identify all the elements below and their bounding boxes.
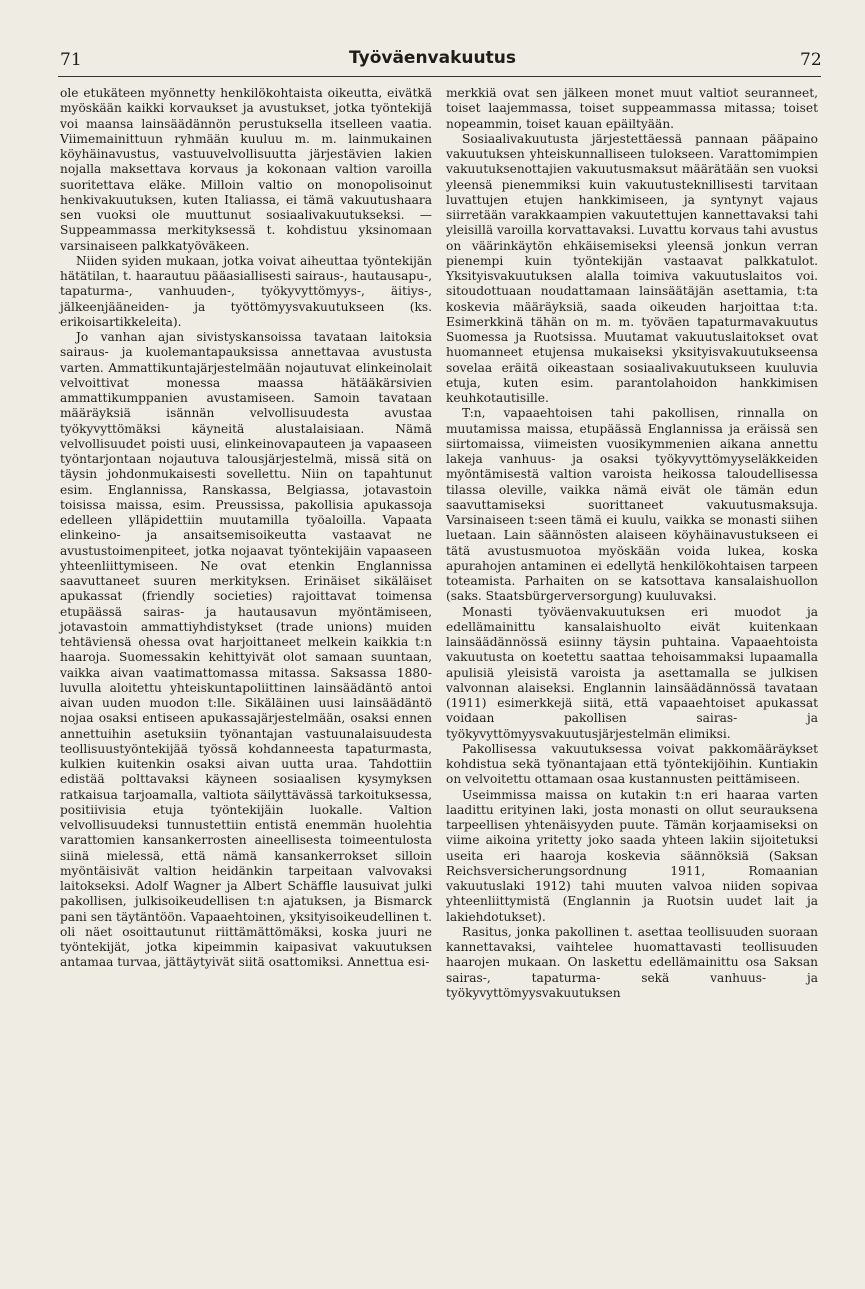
paragraph: Pakollisessa vakuutuksessa voivat pakkomääräykset kohdistua sekä työnantajaan että työntekijöihin. Kuntiakin on velvoitettu ottamaan osaa kustannusten peittämiseen. xyxy=(446,741,818,787)
page-header xyxy=(0,44,865,80)
paragraph: Useimmissa maissa on kutakin t:n eri haaraa varten laadittu erityinen laki, josta monasti on ollut seurauksena tarpeellisen yhtenäisyyden puute. Tämän korjaamiseksi on viime aikoina yritetty joko saada yhteen lakiin sijoitetuksi useita eri haaroja koskevia säännöksiä (Saksan Reichsversicherungsordnung 1911, Romaanian vakuutuslaki 1912) tahi muuten valvoa niiden sopivaa yhteenliittymistä (Englannin ja Ruotsin uudet lait ja lakiehdotukset). xyxy=(446,787,818,924)
paragraph: Jo vanhan ajan sivistyskansoissa tavataan laitoksia sairaus- ja kuolemantapauksissa annettavaa avustusta varten. Ammattikuntajärjestelmään nojautuvat elinkeinolait velvoittivat monessa maassa hätääkärsivien ammattikumppanien avustamiseen. Samoin tavataan määräyksiä isännän velvollisuudesta avustaa työkyvyttömäksi käyneitä alustalaisiaan. Nämä velvollisuudet poisti uusi, elinkeinovapauteen ja vapaaseen työntarjontaan nojautuva talousjärjestelmä, missä sitä on täysin johdonmukaisesti sovellettu. Niin on tapahtunut esim. Englannissa, Ranskassa, Belgiassa, jotavastoin toisissa maissa, esim. Preussissa, pakollisia apukassoja edelleen ylläpidettiin muutamilla työaloilla. Vapaata elinkeino- ja ansaitsemisoikeutta vastaavat ne avustustoimenpiteet, jotka nojaavat työntekijäin vapaaseen yhteenliittymiseen. Ne ovat etenkin Englannissa saavuttaneet suuren merkityksen. Erinäiset sikäläiset apukassat (friendly societies) rajoittavat toimensa etupäässä sairas- ja hautausavun myöntämiseen, jotavastoin ammattiyhdistykset (trade unions) muiden tehtäviensä ohessa ovat harjoittaneet melkein kaikkia t:n haaroja. Suomessakin kehittyivät olot samaan suuntaan, vaikka aivan vaatimattomassa mitassa. Saksassa 1880-luvulla aloitettu yhteiskuntapoliittinen lainsäädäntö antoi aivan uuden muodon t:lle. Sikäläinen uusi lainsäädäntö nojaa osaksi entiseen apukassajärjestelmään, osaksi ennen annettuihin asetuksiin työnantajan vastuunalaisuudesta teollisuustyöntekijää työssä kohdanneesta tapaturmasta, kulkien kuitenkin osaksi aivan uutta uraa. Tahdottiin edistää polttavaksi käyneen sosiaalisen kysymyksen ratkaisua tarjoamalla, valtiota säilyttävässä tarkoituksessa, positiivisia etuja työntekijäin luokalle. Valtion velvollisuudeksi tunnustettiin entistä enemmän huolehtia varattomien kansankerrosten aineellisesta toimeentulosta siinä mielessä, että nämä kansankerrokset silloin myöntäisivät valtion heidänkin tarpeitaan valvovaksi laitokseksi. Adolf Wagner ja Albert Schäffle lausuivat julki pakollisen, julkisoikeudellisen t:n ajatuksen, ja Bismarck pani sen täytäntöön. Vapaaehtoinen, yksityisoikeudellinen t. oli näet osoittautunut riittämättömäksi, koska juuri ne työntekijät, jotka kipeimmin kaipasivat vakuutuksen antamaa turvaa, jättäytyivät siitä osattomiksi. Annettua esi- xyxy=(60,330,432,970)
paragraph: merkkiä ovat sen jälkeen monet muut valtiot seuranneet, toiset laajemmassa, toiset suppeammassa mitassa; toiset nopeammin, toiset kauan epäiltyään. xyxy=(446,86,818,131)
paragraph: T:n, vapaaehtoisen tahi pakollisen, rinnalla on muutamissa maissa, etupäässä Englannissa ja eräissä sen siirtomaissa, viimeisten vuosikymmenien aikana annettu lakeja vanhuus- ja osaksi työkyvyttömyyseläkkeiden myöntämisestä valtion varoista heikossa taloudellisessa tilassa oleville, vaikka nämä eivät ole tämän edun saavuttamiseksi suorittaneet vakuutusmaksuja. Varsinaiseen t:seen tämä ei kuulu, vaikka se monasti siihen luetaan. Lain säännösten alaiseen köyhäinavustukseen ei tätä avustusmuotoa myöskään voida lukea, koska apurahojen antaminen ei edellytä henkilökohtaisen tarpeen toteamista. Parhaiten on se katsottava kansalaishuollon (saks. Staatsbürgerversorgung) kuuluvaksi. xyxy=(446,406,818,604)
header-rule xyxy=(58,76,821,77)
paragraph: ole etukäteen myönnetty henkilökohtaista oikeutta, eivätkä myöskään kaikki korvaukset ja avustukset, jotka työntekijä voi maansa lainsäädännön perustuksella itselleen vaatia. Viimemainittuun ryhmään kuuluu m. m. lainmukainen köyhäinavustus, vastuuvelvollisuutta järjestävien lakien nojalla maksettava korvaus ja kokonaan valtion varoilla suoritettava eläke. Milloin valtio on monopolisoinut henkivakuutuksen, kuten Italiassa, ei tämä vakuutushaara sen vuoksi ole muuttunut sosiaalivakuutukseksi. — Suppeammassa merkityksessä t. kohdistuu yksinomaan varsinaiseen palkkatyöväkeen. xyxy=(60,86,432,253)
right-column xyxy=(446,86,818,1001)
paragraph: Monasti työväenvakuutuksen eri muodot ja edellämainittu kansalaishuolto eivät kuitenkaan lainsäädännössä esiinny täysin puhtaina. Vapaaehtoista vakuutusta on koetettu saattaa tehoisammaksi lupaamalla apulisiä yleisistä varoista ja asettamalla se julkisen valvonnan alaiseksi. Englannin lainsäädännössä tavataan (1911) esimerkkejä siitä, että vapaaehtoiset apukassat voidaan pakollisen sairas- ja työkyvyttömyysvakuutusjärjestelmän elimiksi. xyxy=(446,604,818,741)
page-number-left: 71 xyxy=(60,50,82,70)
paragraph: Sosiaalivakuutusta järjestettäessä pannaan pääpaino vakuutuksen yhteiskunnalliseen tulokseen. Varattomimpien vakuutuksenottajien vakuutusmaksut määrätään sen vuoksi yleensä pienemmiksi kuin vakuutusteknillisesti tarvitaan luvattujen etujen hankkimiseen, ja syntynyt vajaus siirretään varakkaampien vakuutettujen kannettavaksi tahi yleisillä varoilla korvattavaksi. Luvattu korvaus tahi avustus on väärinkäytön ehkäisemiseksi yleensä jonkun verran pienempi kuin työntekijän vastaavat palkkatulot. Yksityisvakuutuksen alalla toimiva vakuutuslaitos voi. sitoudottuaan noudattamaan lainsäätäjän asettamia, t:ta koskevia määräyksiä, saada oikeuden harjoittaa t:ta. Esimerkkinä tähän on m. m. työväen tapaturmavakuutus Suomessa ja Ruotsissa. Muutamat vakuutuslaitokset ovat huomanneet etujensa mukaiseksi yksityisvakuutukseensa sovelaa eräitä oikeastaan sosiaalivakuutukseen kuuluvia etuja, kuten esim. parantolahoidon hankkimisen keuhkotautisille. xyxy=(446,131,818,405)
page-number-right: 72 xyxy=(800,50,822,70)
left-column xyxy=(60,86,432,971)
paragraph: Rasitus, jonka pakollinen t. asettaa teollisuuden suoraan kannettavaksi, vaihtelee huomattavasti teollisuuden haarojen mukaan. On laskettu edellämainittu osa Saksan sairas-, tapaturma- sekä vanhuus- ja työkyvyttömyysvakuutuksen xyxy=(446,924,818,1000)
paragraph: Niiden syiden mukaan, jotka voivat aiheuttaa työntekijän hätätilan, t. haarautuu pääasiallisesti sairaus-, hautausapu-, tapaturma-, vanhuuden-, työkyvyttömyys-, äitiys-, jälkeenjääneiden- ja työttömyysvakuutukseen (ks. erikoisartikkeleita). xyxy=(60,253,432,329)
running-title: Työväenvakuutus xyxy=(349,48,516,68)
